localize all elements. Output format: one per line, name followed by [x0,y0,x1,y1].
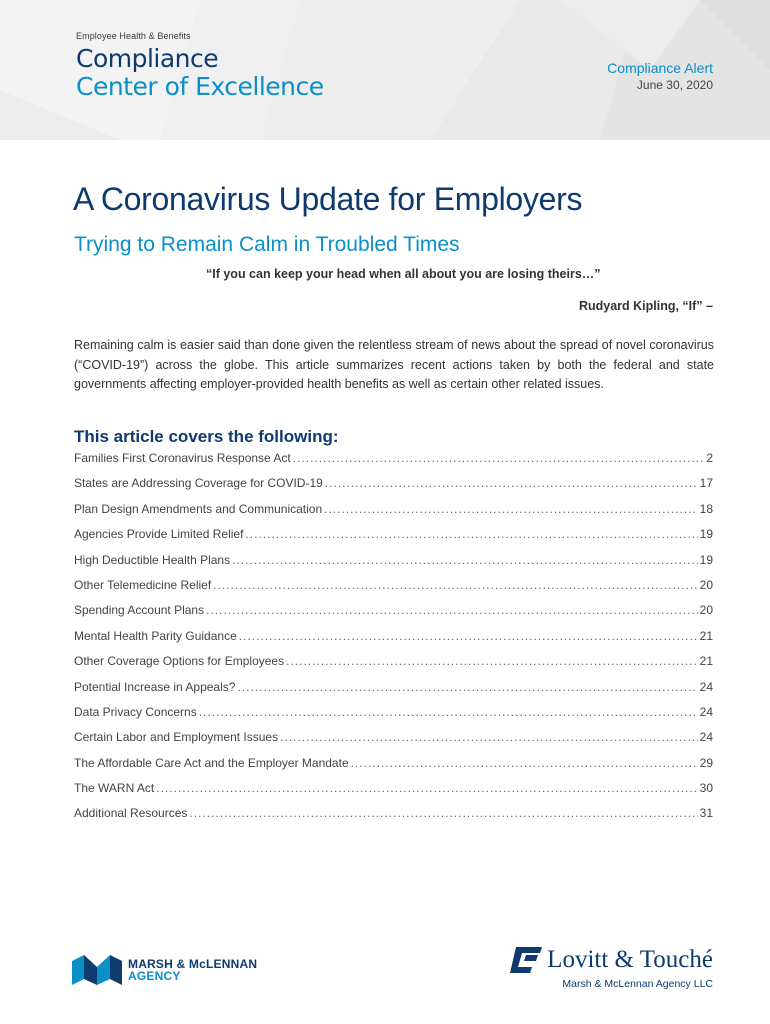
toc-entry-page[interactable]: 19 [699,552,713,567]
toc-entry[interactable] [74,553,713,578]
mma-mark-icon [72,955,122,985]
alert-date: June 30, 2020 [636,78,713,92]
toc-entry-label[interactable]: Agencies Provide Limited Relief [74,527,244,542]
toc-entry[interactable] [74,781,713,806]
header-band [0,0,770,140]
marsh-mclennan-logo [72,955,257,985]
toc-leader-dots [239,629,698,643]
toc-entry-label[interactable]: Plan Design Amendments and Communication [74,501,323,516]
toc-entry[interactable] [74,527,713,552]
lt-subtitle: Marsh & McLennan Agency LLC [562,978,713,990]
brand-block [76,31,324,101]
toc-entry[interactable] [74,476,713,501]
toc-entry[interactable] [74,451,713,476]
toc-entry-label[interactable]: Potential Increase in Appeals? [74,679,236,694]
toc-entry[interactable] [74,654,713,679]
toc-leader-dots [206,603,698,617]
toc-entry-label[interactable]: Spending Account Plans [74,603,205,618]
toc-entry[interactable] [74,680,713,705]
toc-leader-dots [286,654,698,668]
toc-entry-label[interactable]: Other Coverage Options for Employees [74,654,285,669]
brand-line-2: Center of Excellence [76,72,324,101]
toc-entry-page[interactable]: 24 [699,679,713,694]
toc-entry[interactable] [74,806,713,831]
toc-entry[interactable] [74,629,713,654]
toc-entry-label[interactable]: Additional Resources [74,806,188,821]
brand-line-1: Compliance [76,44,219,73]
toc-entry-label[interactable]: Mental Health Parity Guidance [74,628,237,643]
brand-eyebrow: Employee Health & Benefits [76,31,191,41]
mma-agency: AGENCY [128,969,181,983]
epigraph-quote: “If you can keep your head when all about you are losing theirs…” [206,267,601,281]
page-subtitle: Trying to Remain Calm in Troubled Times [74,233,460,256]
toc-leader-dots [325,476,698,490]
toc-entry-page[interactable]: 2 [706,451,713,465]
toc-heading: This article covers the following: [74,427,339,446]
toc-leader-dots [232,553,698,567]
toc-leader-dots [324,502,698,516]
toc-entry[interactable] [74,502,713,527]
toc-entry-page[interactable]: 20 [699,577,713,592]
toc-entry-page[interactable]: 21 [699,654,713,669]
toc-entry[interactable] [74,705,713,730]
toc-leader-dots [280,730,698,744]
toc-entry-page[interactable]: 31 [699,806,713,821]
toc-entry-label[interactable]: Other Telemedicine Relief [74,577,212,592]
toc-entry-label[interactable]: The WARN Act [74,781,155,796]
toc-entry-page[interactable]: 18 [699,501,713,516]
toc-leader-dots [213,578,697,592]
toc-entry-label[interactable]: Families First Coronavirus Response Act [74,451,291,465]
alert-block [607,60,713,92]
toc-entry-page[interactable]: 21 [699,628,713,643]
toc-leader-dots [199,705,698,719]
lt-mark-icon [510,947,542,973]
mma-name: MARSH & McLENNAN [128,957,258,971]
page-title: A Coronavirus Update for Employers [73,181,583,217]
toc-entry[interactable] [74,730,713,755]
toc-entry[interactable] [74,756,713,781]
table-of-contents [74,451,713,832]
toc-entry-page[interactable]: 30 [699,781,713,796]
toc-leader-dots [293,451,705,465]
epigraph-author: Rudyard Kipling, “If” – [578,299,713,313]
toc-leader-dots [189,806,697,820]
toc-entry-page[interactable]: 17 [699,476,713,491]
lt-name: Lovitt & Touché [547,946,713,973]
toc-leader-dots [245,527,697,541]
toc-entry-label[interactable]: Certain Labor and Employment Issues [74,730,279,745]
toc-entry-page[interactable]: 20 [699,603,713,618]
toc-entry[interactable] [74,578,713,603]
toc-entry-label[interactable]: The Affordable Care Act and the Employer Mandate [74,755,349,770]
intro-paragraph: Remaining calm is easier said than done given the relentless stream of news about the spread of novel coronavirus (“COVID-19”) across the globe. This article summarizes recent actions taken by both the federal and state governments affecting employer-provided health benefits as well as certain other related issues. [74,338,714,391]
toc-entry-page[interactable]: 29 [699,755,713,770]
toc-entry-label[interactable]: Data Privacy Concerns [74,704,197,719]
toc-leader-dots [156,781,697,795]
toc-entry-label[interactable]: High Deductible Health Plans [74,552,231,567]
toc-entry-page[interactable]: 24 [699,704,713,719]
toc-leader-dots [237,680,697,694]
toc-entry-page[interactable]: 24 [699,730,713,745]
toc-entry-page[interactable]: 19 [699,527,713,542]
lovitt-touche-logo [510,946,713,990]
toc-leader-dots [351,756,698,770]
toc-entry[interactable] [74,603,713,628]
alert-type: Compliance Alert [607,60,713,76]
toc-entry-label[interactable]: States are Addressing Coverage for COVID-19 [74,476,323,491]
